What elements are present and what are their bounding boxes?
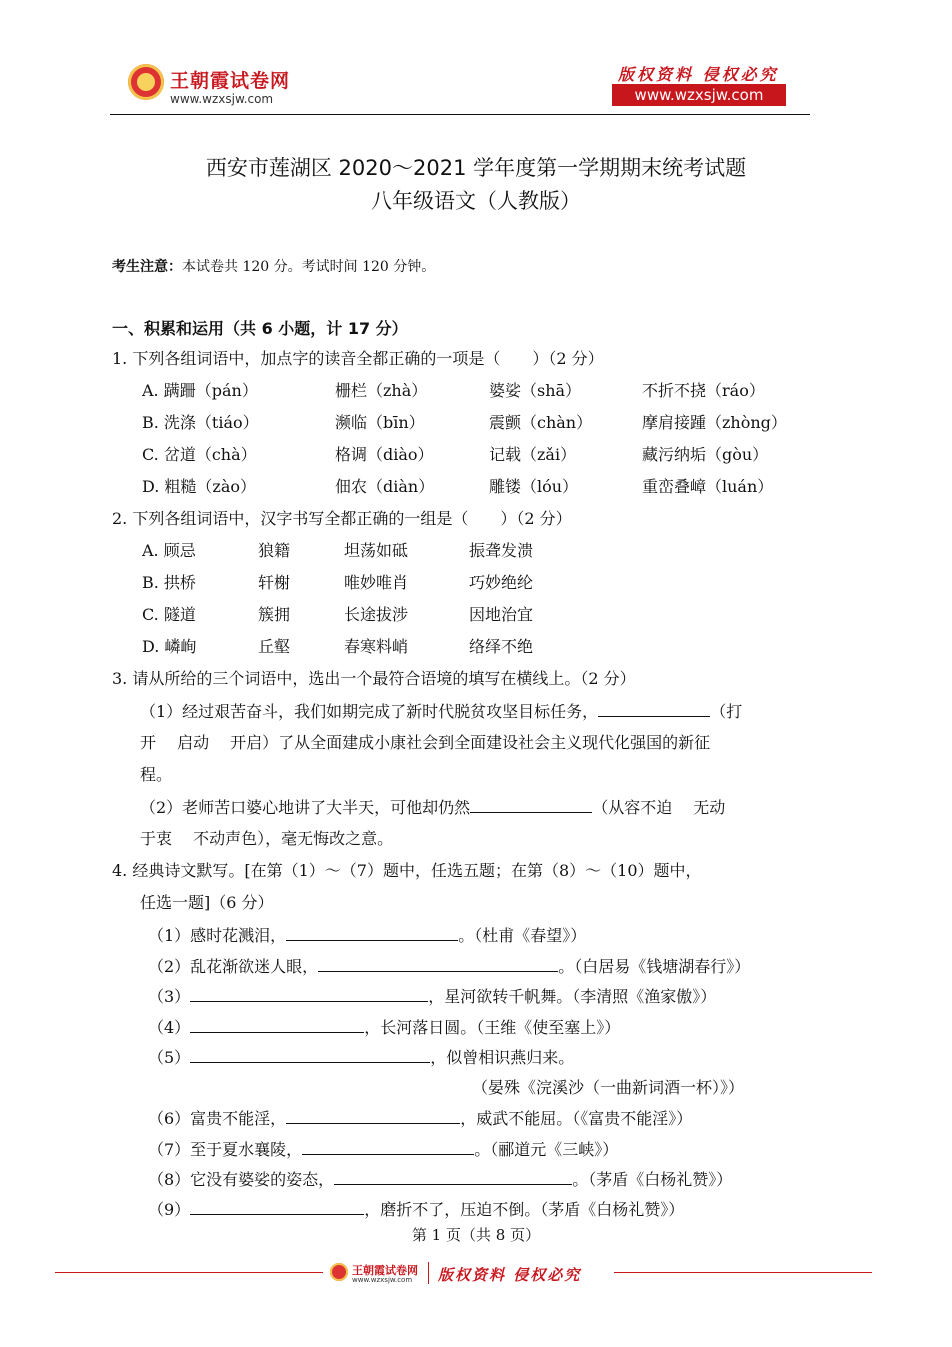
q1-option-d-3: 雕镂（lóu） (489, 477, 579, 496)
q4-item-8-post: 。（茅盾《白杨礼赞》） (572, 1170, 733, 1189)
q3-part1-line2: 开 启动 开启）了从全面建成小康社会到全面建设社会主义现代化强国的新征 (140, 733, 711, 752)
q1-option-b-4: 摩肩接踵（zhòng） (642, 413, 787, 432)
q1-option-d-2: 佃农（diàn） (335, 477, 435, 496)
q4-item-5-pre: （5） (148, 1048, 191, 1067)
q2-option-a-3: 坦荡如砥 (344, 541, 409, 560)
q4-item-4-blank[interactable] (190, 1016, 364, 1033)
exam-title: 西安市莲湖区 2020～2021 学年度第一学期期末统考试题 (205, 156, 747, 180)
q2-option-d-2: 丘壑 (258, 637, 291, 656)
q4-item-3-blank[interactable] (190, 985, 428, 1002)
q4-item-5-source: （晏殊《浣溪沙（一曲新词酒一杯）》） (472, 1078, 745, 1097)
q3-part1-options-start: （打 (710, 702, 743, 721)
q4-item-4 (148, 1016, 620, 1039)
q4-item-7 (148, 1138, 618, 1161)
q4-item-4-pre: （4） (148, 1018, 191, 1037)
q1-option-a-3: 婆娑（shā） (489, 381, 582, 400)
candidate-notice (112, 256, 435, 276)
q3-part2-text: （2）老师苦口婆心地讲了大半天，可他却仍然 (140, 798, 471, 817)
q2-option-a-1: A. 顾忌 (142, 541, 196, 560)
section-heading: 一、积累和运用（共 6 小题，计 17 分） (112, 319, 408, 338)
q1-option-c-3: 记载（zǎi） (489, 445, 577, 464)
exam-subtitle: 八年级语文（人教版） (371, 189, 581, 213)
q1-option-b-2: 濒临（bīn） (335, 413, 425, 432)
q3-part1-blank[interactable] (598, 700, 710, 717)
q4-item-9-post: ，磨折不了，压迫不倒。（茅盾《白杨礼赞》） (364, 1200, 685, 1219)
q2-option-b-1: B. 拱桥 (142, 573, 196, 592)
footer-line-left (55, 1272, 323, 1273)
q1-option-c-1: C. 岔道（chà） (142, 445, 257, 464)
q1-option-c-2: 格调（diào） (335, 445, 434, 464)
q3-part1-line3: 程。 (140, 765, 173, 784)
q2-option-b-4: 巧妙绝纶 (469, 573, 534, 592)
q1-option-d-1: D. 粗糙（zào） (142, 477, 257, 496)
q4-item-6-blank[interactable] (286, 1107, 460, 1124)
q1-option-c-4: 藏污纳垢（gòu） (642, 445, 769, 464)
q4-item-8-pre: （8）它没有婆娑的姿态， (148, 1170, 335, 1189)
q4-item-7-pre: （7）至于夏水襄陵， (148, 1140, 303, 1159)
q3-part1-line1 (140, 700, 742, 723)
site-url-badge[interactable]: www.wzxsjw.com (612, 84, 786, 106)
q2-option-c-2: 簇拥 (258, 605, 291, 624)
q3-part2-options-start: （从容不迫 无动 (592, 798, 726, 817)
q4-item-9-pre: （9） (148, 1200, 191, 1219)
q4-item-1 (148, 924, 586, 947)
q3-part2-line1 (140, 796, 725, 819)
footer-site-name: 王朝霞试卷网 (352, 1264, 418, 1277)
q4-item-3-post: ，星河欲转千帆舞。（李清照《渔家傲》） (428, 987, 717, 1006)
question-3-stem: 3. 请从所给的三个词语中，选出一个最符合语境的填写在横线上。（2 分） (112, 669, 636, 688)
site-logo-icon (128, 64, 164, 100)
q4-item-8-blank[interactable] (334, 1168, 572, 1185)
q4-item-1-post: 。（杜甫《春望》） (458, 926, 587, 945)
q2-option-a-2: 狼籍 (258, 541, 291, 560)
q2-option-c-4: 因地治宜 (469, 605, 534, 624)
q2-option-c-1: C. 隧道 (142, 605, 196, 624)
q4-item-5-blank[interactable] (190, 1046, 430, 1063)
q3-part1-text: （1）经过艰苦奋斗，我们如期完成了新时代脱贫攻坚目标任务， (140, 702, 599, 721)
q4-item-6-pre: （6）富贵不能淫， (148, 1109, 287, 1128)
q4-item-9-blank[interactable] (190, 1198, 364, 1215)
q1-option-a-2: 栅栏（zhà） (335, 381, 428, 400)
footer-site-url[interactable]: www.wzxsjw.com (352, 1276, 413, 1284)
q3-part2-blank[interactable] (470, 796, 592, 813)
q1-option-b-1: B. 洗涤（tiáo） (142, 413, 259, 432)
header-divider (110, 114, 810, 115)
footer-slogan: 版权资料 侵权必究 (438, 1266, 582, 1284)
footer-divider (428, 1262, 429, 1284)
q4-item-5-post: ，似曾相识燕归来。 (430, 1048, 575, 1067)
q1-option-a-1: A. 蹒跚（pán） (142, 381, 258, 400)
question-1-stem: 1. 下列各组词语中，加点字的读音全都正确的一项是（ ）（2 分） (112, 349, 604, 368)
notice-text: 本试卷共 120 分。考试时间 120 分钟。 (182, 259, 436, 275)
q1-option-d-4: 重峦叠嶂（luán） (642, 477, 774, 496)
q2-option-b-3: 唯妙唯肖 (344, 573, 409, 592)
notice-label: 考生注意： (112, 259, 182, 275)
question-4-stem-cont: 任选一题]（6 分） (140, 893, 274, 912)
q4-item-2-pre: （2）乱花渐欲迷人眼， (148, 957, 319, 976)
copyright-slogan: 版权资料 侵权必究 (618, 65, 779, 84)
q3-part2-line2: 于衷 不动声色），毫无悔改之意。 (140, 829, 394, 848)
q2-option-d-3: 春寒料峭 (344, 637, 409, 656)
q4-item-3 (148, 985, 716, 1008)
q2-option-d-4: 络绎不绝 (469, 637, 534, 656)
q2-option-d-1: D. 嶙峋 (142, 637, 197, 656)
q2-option-c-3: 长途拔涉 (344, 605, 409, 624)
q4-item-3-pre: （3） (148, 987, 191, 1006)
footer-line-right (614, 1272, 872, 1273)
q4-item-4-post: ，长河落日圆。（王维《使至塞上》） (364, 1018, 621, 1037)
q4-item-1-blank[interactable] (286, 924, 458, 941)
q4-item-7-blank[interactable] (302, 1138, 474, 1155)
site-url[interactable]: www.wzxsjw.com (170, 92, 274, 106)
q4-item-7-post: 。（郦道元《三峡》） (474, 1140, 619, 1159)
q4-item-2 (148, 955, 750, 978)
q4-item-1-pre: （1）感时花溅泪， (148, 926, 287, 945)
q4-item-6-post: ，威武不能屈。（《富贵不能淫》） (460, 1109, 693, 1128)
q4-item-2-blank[interactable] (318, 955, 558, 972)
q2-option-b-2: 轩榭 (258, 573, 291, 592)
q1-option-b-3: 震颤（chàn） (489, 413, 593, 432)
q4-item-8 (148, 1168, 732, 1191)
question-4-stem: 4. 经典诗文默写。[在第（1）～（7）题中，任选五题；在第（8）～（10）题中， (112, 861, 702, 880)
q1-option-a-4: 不折不挠（ráo） (642, 381, 765, 400)
site-name: 王朝霞试卷网 (170, 70, 291, 92)
footer-logo-icon (330, 1263, 348, 1281)
q4-item-2-post: 。（白居易《钱塘湖春行》） (558, 957, 751, 976)
q4-item-6 (148, 1107, 692, 1130)
question-2-stem: 2. 下列各组词语中，汉字书写全都正确的一组是（ ）（2 分） (112, 509, 572, 528)
q4-item-5 (148, 1046, 574, 1069)
q2-option-a-4: 振聋发溃 (469, 541, 534, 560)
q4-item-9 (148, 1198, 684, 1221)
page-number: 第 1 页（共 8 页） (411, 1226, 541, 1244)
